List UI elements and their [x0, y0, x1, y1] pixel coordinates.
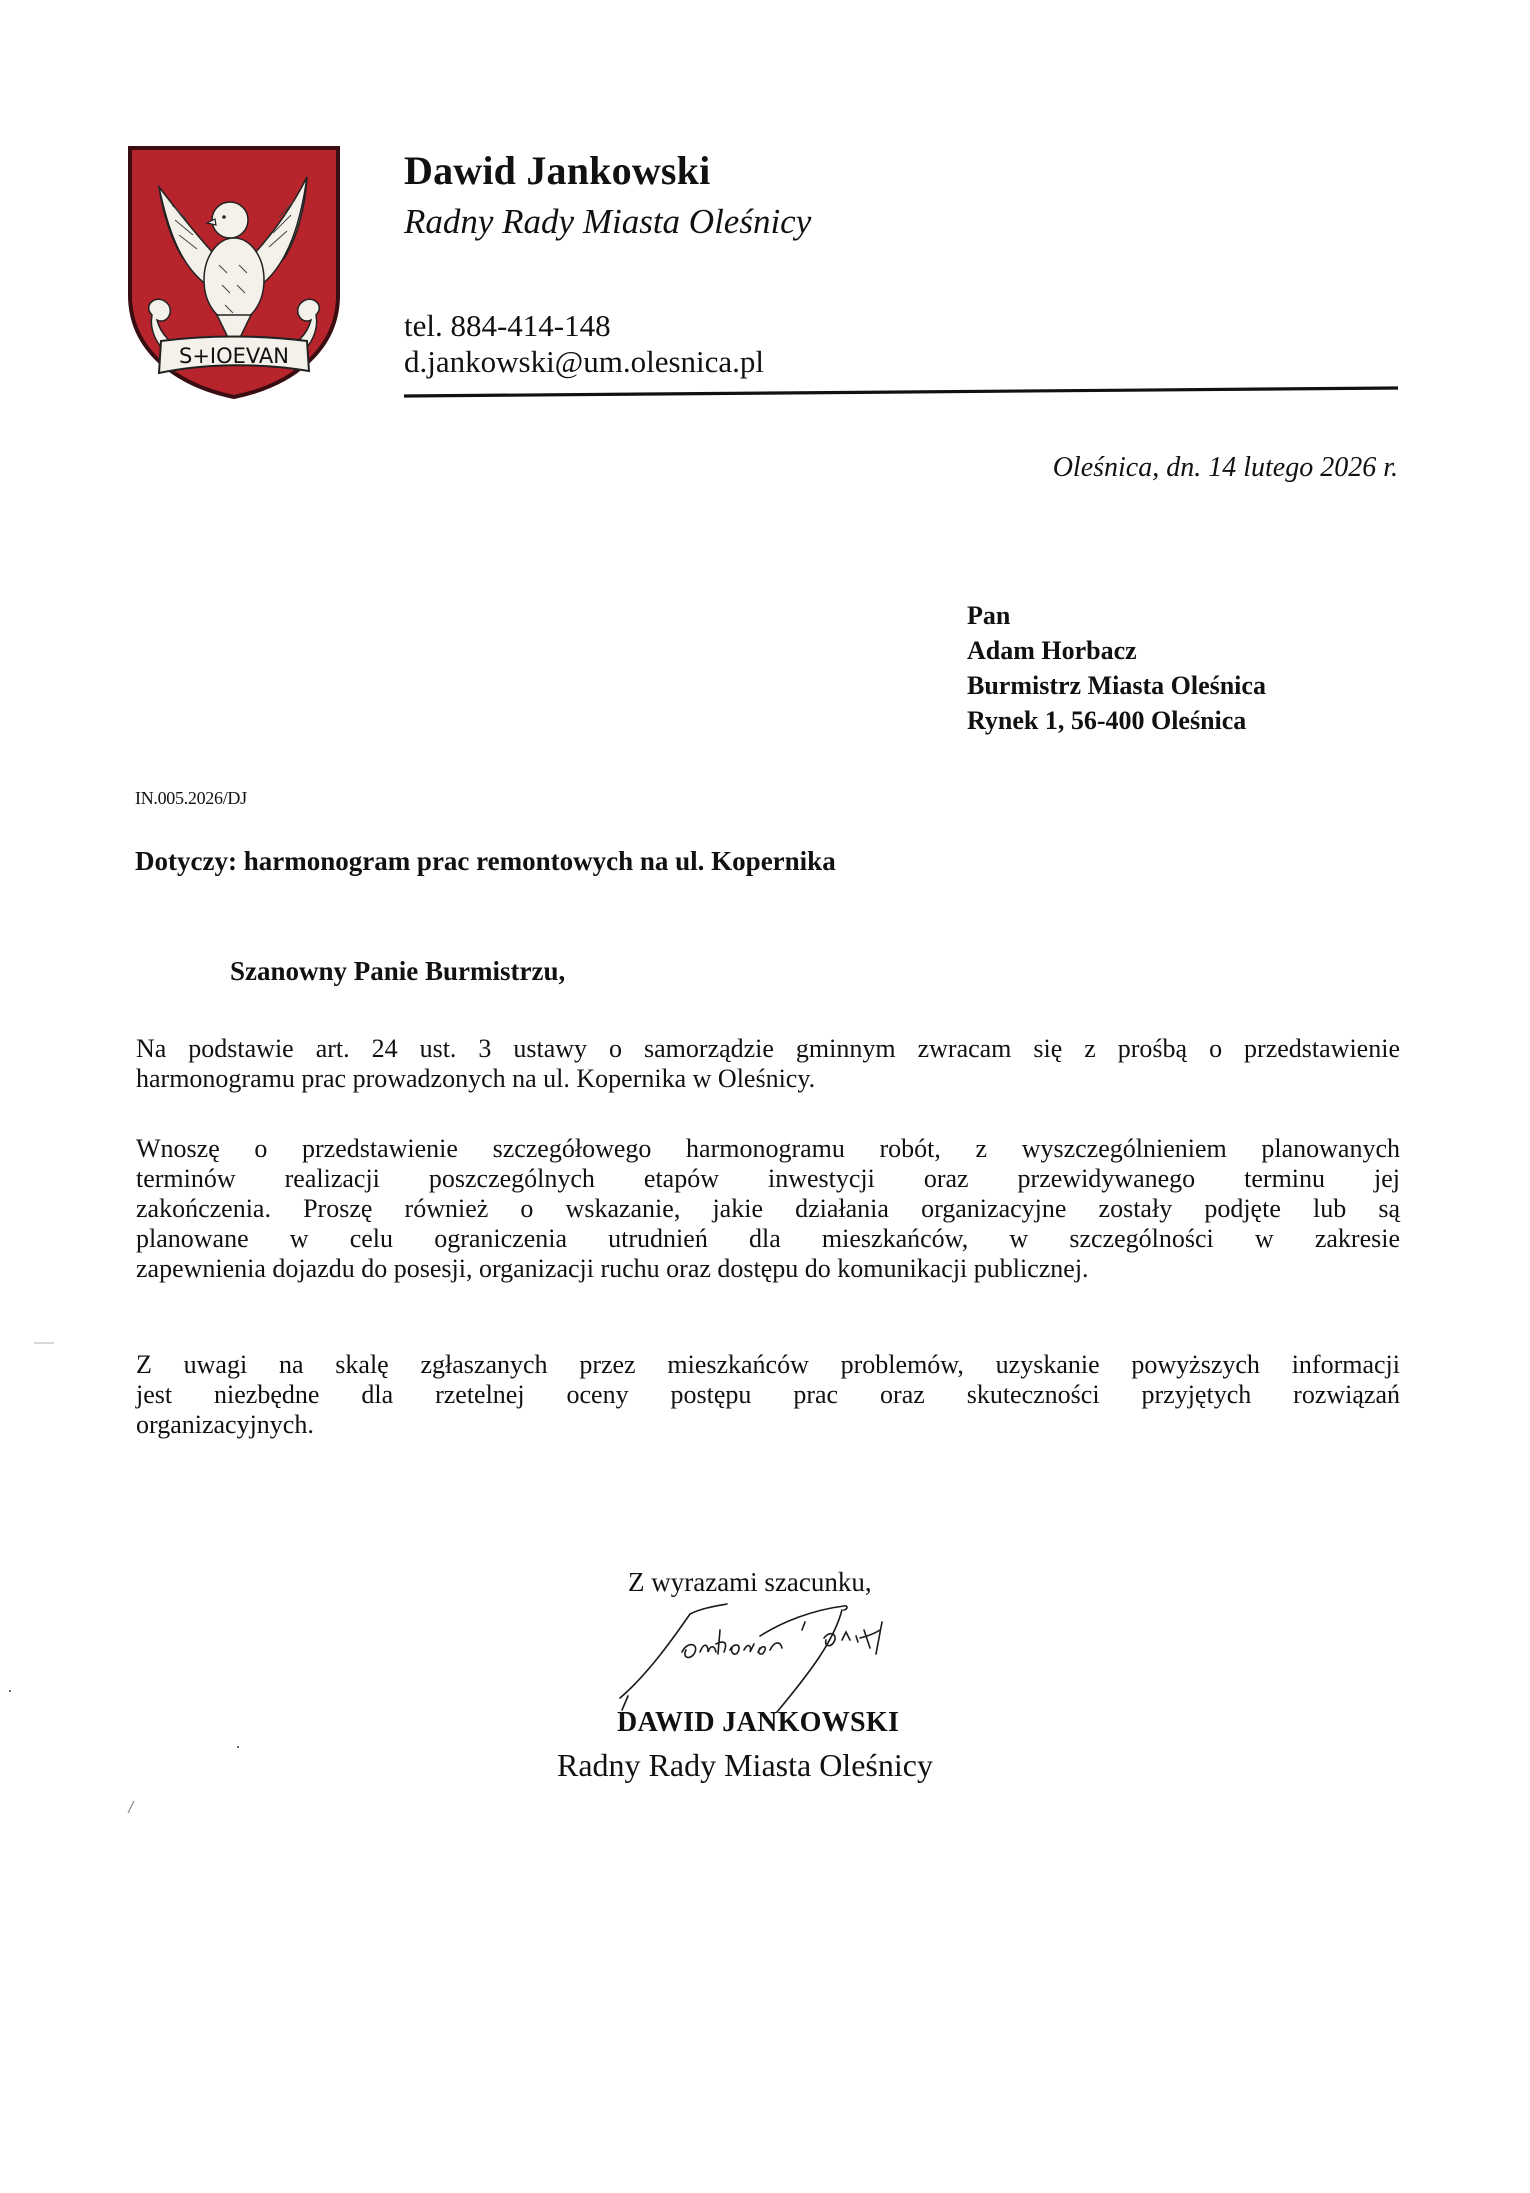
- scan-speck: [126, 1800, 136, 1814]
- reference-number: IN.005.2026/DJ: [135, 788, 247, 808]
- signatory-role: Radny Rady Miasta Oleśnicy: [557, 1747, 933, 1783]
- paragraph-line: organizacyjnych.: [136, 1410, 314, 1439]
- svg-text:S+IOEVAN: S+IOEVAN: [178, 344, 290, 368]
- paragraph-line: planowane w celu ograniczenia utrudnień dla mieszkańców, w szczególności w zakresie: [136, 1224, 1400, 1253]
- recipient-address: [967, 598, 1266, 738]
- paragraph-line: Na podstawie art. 24 ust. 3 ustawy o samorządzie gminnym zwracam się z prośbą o przedstawienie: [136, 1034, 1400, 1063]
- subject-line: Dotyczy: harmonogram prac remontowych na ul. Kopernika: [135, 846, 836, 876]
- paragraph-line: harmonogramu prac prowadzonych na ul. Kopernika w Oleśnicy.: [136, 1064, 816, 1093]
- scan-speck: [34, 1342, 54, 1344]
- recipient-name: Adam Horbacz: [967, 636, 1137, 665]
- paragraph-line: terminów realizacji poszczególnych etapów inwestycji oraz przewidywanego terminu jej: [136, 1164, 1400, 1193]
- sender-name: Dawid Jankowski: [404, 148, 711, 193]
- recipient-title: Pan: [967, 601, 1011, 630]
- sender-phone: tel. 884-414-148: [404, 308, 611, 343]
- recipient-street: Rynek 1, 56-400 Oleśnica: [967, 706, 1247, 735]
- closing-phrase: Z wyrazami szacunku,: [628, 1567, 872, 1597]
- body-paragraph-3: [136, 1350, 1400, 1440]
- sender-email: d.jankowski@um.olesnica.pl: [404, 344, 765, 379]
- handwritten-signature-icon: [612, 1600, 922, 1715]
- paragraph-line: jest niezbędne dla rzetelnej oceny postępu prac oraz skuteczności przyjętych rozwiązań: [136, 1380, 1400, 1409]
- scan-speck: [237, 1746, 239, 1748]
- letter-date: Oleśnica, dn. 14 lutego 2026 r.: [1052, 452, 1398, 483]
- paragraph-line: zapewnienia dojazdu do posesji, organizacji ruchu oraz dostępu do komunikacji publicznej.: [136, 1254, 1089, 1283]
- recipient-position: Burmistrz Miasta Oleśnica: [967, 671, 1266, 700]
- letterhead-divider: [404, 384, 1398, 398]
- coat-of-arms-icon: [127, 145, 341, 399]
- paragraph-line: zakończenia. Proszę również o wskazanie, jakie działania organizacyjne zostały podjęte lub są: [136, 1194, 1400, 1223]
- paragraph-line: Wnoszę o przedstawienie szczegółowego harmonogramu robót, z wyszczególnieniem planowanych: [136, 1134, 1400, 1163]
- body-paragraph-2: [136, 1134, 1400, 1284]
- scan-speck: [9, 1690, 11, 1692]
- signatory-name: DAWID JANKOWSKI: [617, 1707, 900, 1738]
- body-paragraph-1: [136, 1034, 1400, 1094]
- sender-role: Radny Rady Miasta Oleśnicy: [404, 202, 812, 241]
- salutation: Szanowny Panie Burmistrzu,: [230, 956, 566, 986]
- paragraph-line: Z uwagi na skalę zgłaszanych przez mieszkańców problemów, uzyskanie powyższych informacji: [136, 1350, 1400, 1379]
